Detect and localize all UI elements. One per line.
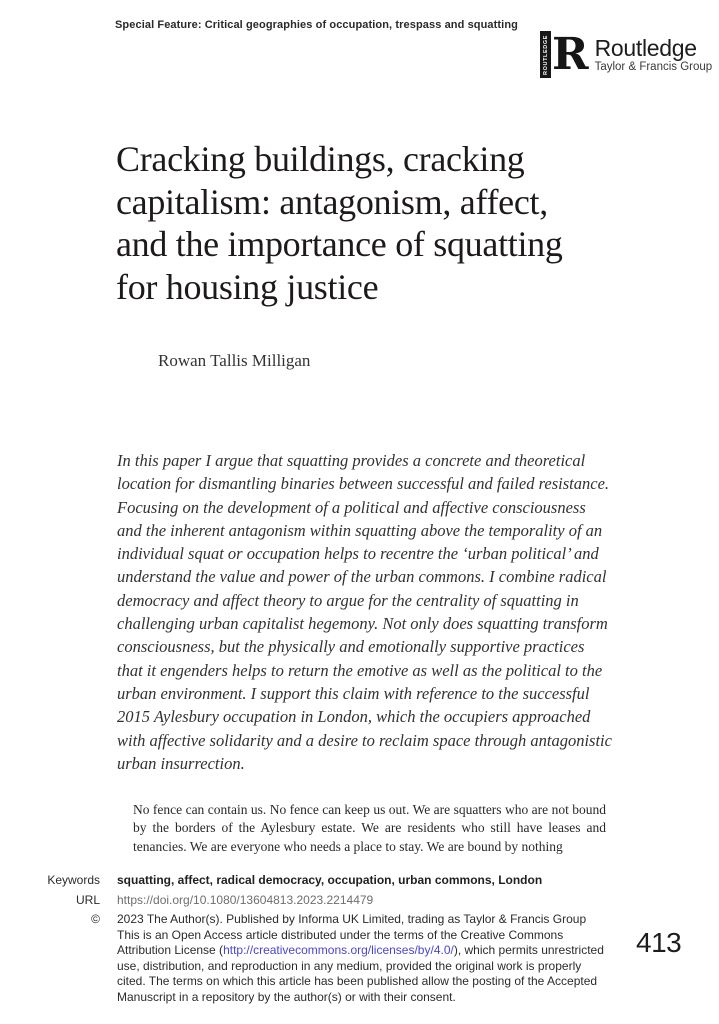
author-name: Rowan Tallis Milligan <box>158 351 311 370</box>
url-label: URL <box>75 892 100 907</box>
license-paragraph <box>117 928 604 1006</box>
url-row <box>0 893 620 909</box>
article-metadata-footer <box>0 873 620 1009</box>
keywords-label: Keywords <box>47 873 100 887</box>
routledge-r-icon: R <box>552 29 589 80</box>
copyright-publisher-line: 2023 The Author(s). Published by Informa UK Limited, trading as Taylor & Francis Group <box>117 912 587 926</box>
creative-commons-link[interactable]: http://creativecommons.org/licenses/by/4.0/ <box>223 943 454 957</box>
copyright-symbol: © <box>91 912 100 926</box>
article-abstract: In this paper I argue that squatting provides a concrete and theoretical location for dismantling binaries between successful and failed resistance. Focusing on the development of a political and affective consciousness and the inherent antagonism within squatting above the temporality of an individual squat or occupation helps to recentre the ‘urban political’ and understand the value and power of the urban commons. I combine radical democracy and affect theory to argue for the centrality of squatting in challenging urban capitalist hegemony. Not only does squatting transform consciousness, but the physically and emotionally supportive practices that it engenders helps to return the emotive as well as the political to the urban environment. I support this claim with reference to the successful 2015 Aylesbury occupation in London, which the occupiers approached with affective solidarity and a desire to reclaim space through antagonistic urban insurrection. <box>117 451 612 773</box>
logo-tagline: Taylor & Francis Group <box>594 61 713 73</box>
logo-text-block <box>595 36 713 73</box>
article-title-line: for housing justice <box>116 266 379 307</box>
epigraph-quote: No fence can contain us. No fence can keep us out. We are squatters who are not bound by the borders of the Aylesbury estate. We are residents who still have leases and tenancies. We are everyone who needs a place to stay. We are bound by nothing <box>133 802 606 854</box>
article-title-line: and the importance of squatting <box>116 224 563 264</box>
keywords-value: squatting, affect, radical democracy, occupation, urban commons, London <box>117 873 543 887</box>
article-title-line: capitalism: antagonism, affect, <box>116 181 548 222</box>
license-text-pre: This is an Open Access article distributed under the terms of the Creative Commons Attribution License ( <box>117 927 564 957</box>
routledge-logo <box>540 31 712 78</box>
logo-brand-name: Routledge <box>594 35 697 61</box>
copyright-block <box>117 912 604 1005</box>
special-feature-header: Special Feature: Critical geographies of occupation, trespass and squatting <box>115 19 518 31</box>
article-title-line: Cracking buildings, cracking <box>116 139 525 179</box>
copyright-row <box>0 912 620 1005</box>
keywords-row <box>0 873 620 889</box>
license-text-post: ), which permits unrestricted use, distribution, and reproduction in any medium, provided the original work is properly cited. The terms on which this article has been published allow the posting of the Accepted Manuscript in a repository by the author(s) or with their consent. <box>117 943 604 1004</box>
routledge-vertical-bar-icon <box>540 31 551 78</box>
article-title <box>116 138 563 308</box>
doi-link[interactable]: https://doi.org/10.1080/13604813.2023.2214479 <box>117 892 374 907</box>
routledge-vertical-text: ROUTLEDGE <box>542 34 549 75</box>
page-number: 413 <box>636 927 682 958</box>
